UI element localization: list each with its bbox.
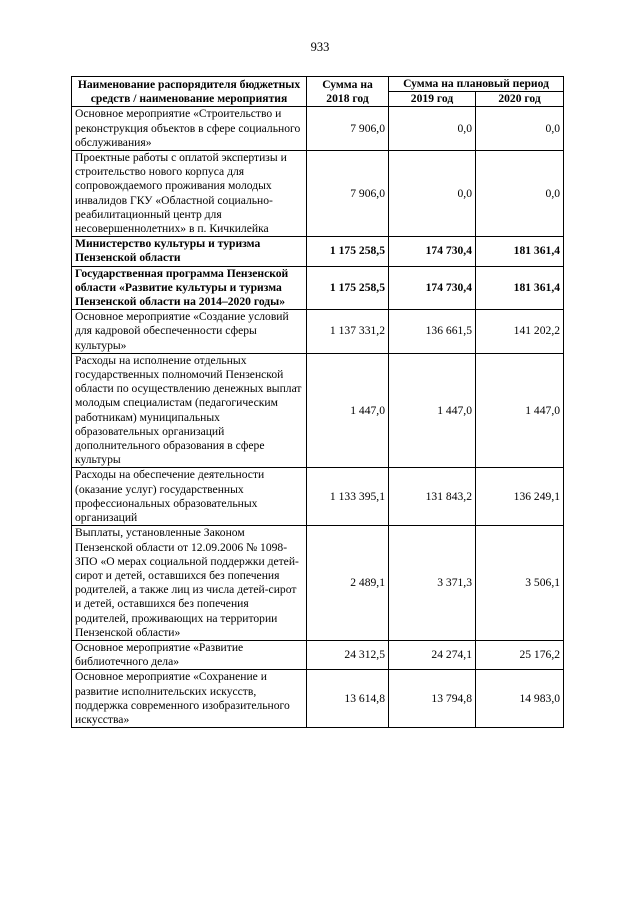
row-value-2020: 136 249,1 <box>476 468 564 526</box>
row-name: Основное мероприятие «Развитие библиотечного дела» <box>72 640 307 669</box>
row-value-2018: 1 133 395,1 <box>307 468 389 526</box>
row-value-2020: 3 506,1 <box>476 526 564 641</box>
table-row <box>72 237 564 266</box>
table-body <box>72 107 564 728</box>
row-value-2020: 141 202,2 <box>476 310 564 354</box>
row-value-2018: 7 906,0 <box>307 151 389 237</box>
table-row <box>72 468 564 526</box>
header-2020: 2020 год <box>476 92 564 107</box>
table-row <box>72 670 564 728</box>
row-name: Государственная программа Пензенской области «Развитие культуры и туризма Пензенской области на 2014–2020 годы» <box>72 266 307 310</box>
row-value-2020: 14 983,0 <box>476 670 564 728</box>
row-value-2019: 131 843,2 <box>389 468 476 526</box>
row-value-2019: 13 794,8 <box>389 670 476 728</box>
row-value-2019: 136 661,5 <box>389 310 476 354</box>
row-value-2020: 0,0 <box>476 107 564 151</box>
row-value-2019: 0,0 <box>389 151 476 237</box>
row-name: Основное мероприятие «Строительство и реконструкция объектов в сфере социального обслуживания» <box>72 107 307 151</box>
table-row <box>72 353 564 468</box>
row-name: Основное мероприятие «Создание условий для кадровой обеспеченности сферы культуры» <box>72 310 307 354</box>
table-header <box>72 77 564 107</box>
row-value-2020: 1 447,0 <box>476 353 564 468</box>
row-value-2018: 13 614,8 <box>307 670 389 728</box>
table-row <box>72 266 564 310</box>
table-row <box>72 526 564 641</box>
row-value-2020: 181 361,4 <box>476 237 564 266</box>
row-value-2019: 24 274,1 <box>389 640 476 669</box>
row-value-2019: 1 447,0 <box>389 353 476 468</box>
row-value-2018: 1 175 258,5 <box>307 266 389 310</box>
row-value-2020: 25 176,2 <box>476 640 564 669</box>
budget-table <box>71 76 564 728</box>
row-value-2018: 1 447,0 <box>307 353 389 468</box>
row-name: Расходы на исполнение отдельных государственных полномочий Пензенской области по осуществлению денежных выплат молодым специалистам (педагогическим работникам) муниципальных образовательных организаций дополнительного образования в сфере культуры <box>72 353 307 468</box>
row-name: Основное мероприятие «Сохранение и развитие исполнительских искусств, поддержка современного изобразительного искусства» <box>72 670 307 728</box>
header-name: Наименование распорядителя бюджетных средств / наименование мероприятия <box>72 77 307 107</box>
row-value-2020: 181 361,4 <box>476 266 564 310</box>
header-2019: 2019 год <box>389 92 476 107</box>
table-row <box>72 310 564 354</box>
row-value-2018: 7 906,0 <box>307 107 389 151</box>
row-value-2018: 24 312,5 <box>307 640 389 669</box>
row-name: Проектные работы с оплатой экспертизы и строительство нового корпуса для сопровождаемого проживания молодых инвалидов ГКУ «Областной социально-реабилитационный центр для несовершеннолетних» в п. Кичкилейка <box>72 151 307 237</box>
table-row <box>72 151 564 237</box>
row-value-2018: 1 175 258,5 <box>307 237 389 266</box>
header-planned-period: Сумма на плановый период <box>389 77 564 92</box>
row-value-2019: 3 371,3 <box>389 526 476 641</box>
table-row <box>72 640 564 669</box>
row-value-2019: 0,0 <box>389 107 476 151</box>
row-value-2019: 174 730,4 <box>389 237 476 266</box>
row-name: Выплаты, установленные Законом Пензенской области от 12.09.2006 № 1098-ЗПО «О мерах социальной поддержки детей-сирот и детей, оставшихся без попечения родителей, а также лиц из числа детей-сирот и детей, оставшихся без попечения родителей, проживающих на территории Пензенской области» <box>72 526 307 641</box>
header-sum-2018: Сумма на 2018 год <box>307 77 389 107</box>
row-value-2018: 2 489,1 <box>307 526 389 641</box>
row-name: Министерство культуры и туризма Пензенской области <box>72 237 307 266</box>
row-value-2020: 0,0 <box>476 151 564 237</box>
row-value-2019: 174 730,4 <box>389 266 476 310</box>
row-value-2018: 1 137 331,2 <box>307 310 389 354</box>
table-row <box>72 107 564 151</box>
row-name: Расходы на обеспечение деятельности (оказание услуг) государственных профессиональных образовательных организаций <box>72 468 307 526</box>
page-number: 933 <box>310 40 330 54</box>
